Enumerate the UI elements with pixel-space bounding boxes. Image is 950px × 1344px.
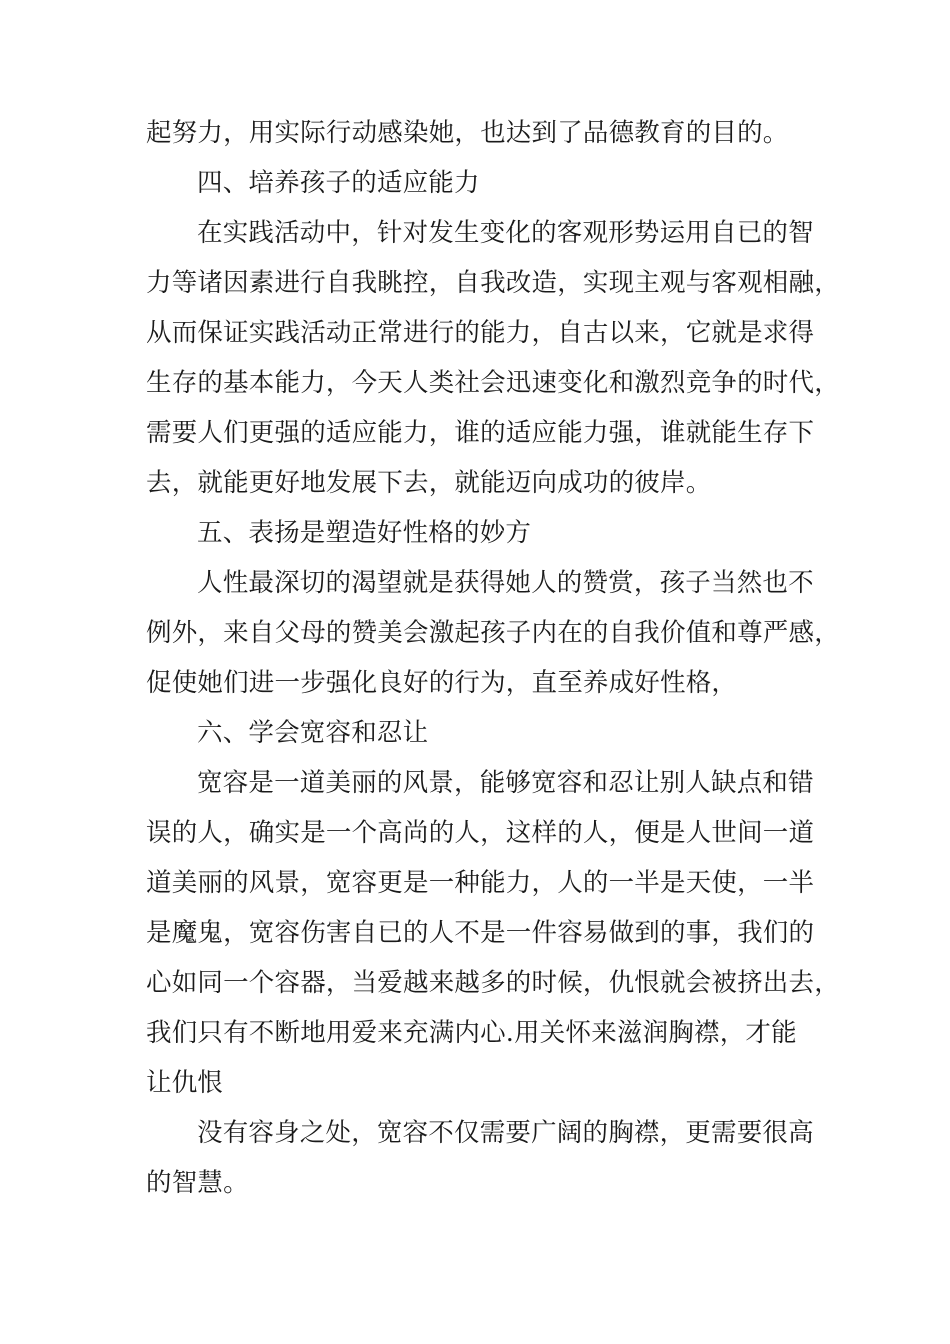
- text-line: 例外，来自父母的赞美会激起孩子内在的自我价值和尊严感，: [146, 618, 840, 648]
- text-line: 心如同一个容器，当爱越来越多的时候，仇恨就会被挤出去，: [146, 968, 840, 998]
- text-line: 从而保证实践活动正常进行的能力，自古以来，它就是求得: [146, 318, 815, 348]
- section-heading-5: 五、表扬是塑造好性格的妙方: [197, 518, 532, 548]
- text-line: 促使她们进一步强化良好的行为，直至养成好性格，: [146, 668, 738, 698]
- text-line: 让仇恨: [146, 1068, 224, 1098]
- text-line: 在实践活动中，针对发生变化的客观形势运用自已的智: [197, 218, 814, 248]
- text-line: 力等诸因素进行自我眺控，自我改造，实现主观与客观相融，: [146, 268, 840, 298]
- text-line: 是魔鬼，宽容伤害自已的人不是一件容易做到的事，我们的: [146, 918, 815, 948]
- section-heading-6: 六、学会宽容和忍让: [197, 718, 429, 748]
- text-line: 宽容是一道美丽的风景，能够宽容和忍让别人缺点和错: [197, 768, 814, 798]
- text-line: 没有容身之处，宽容不仅需要广阔的胸襟，更需要很高: [197, 1118, 814, 1148]
- text-line: 误的人，确实是一个高尚的人，这样的人，便是人世间一道: [146, 818, 815, 848]
- text-line: 去，就能更好地发展下去，就能迈向成功的彼岸。: [146, 468, 712, 498]
- text-line: 的智慧。: [146, 1168, 249, 1198]
- text-line: 需要人们更强的适应能力，谁的适应能力强，谁就能生存下: [146, 418, 815, 448]
- text-line: 道美丽的风景，宽容更是一种能力，人的一半是天使，一半: [146, 868, 815, 898]
- text-line: 人性最深切的渴望就是获得她人的赞赏，孩子当然也不: [197, 568, 814, 598]
- text-line: 起努力，用实际行动感染她，也达到了品德教育的目的。: [146, 118, 789, 148]
- text-line: 我们只有不断地用爱来充满内心.用关怀来滋润胸襟，才能: [146, 1018, 797, 1048]
- text-line: 生存的基本能力，今天人类社会迅速变化和激烈竞争的时代，: [146, 368, 840, 398]
- section-heading-4: 四、培养孩子的适应能力: [197, 168, 480, 198]
